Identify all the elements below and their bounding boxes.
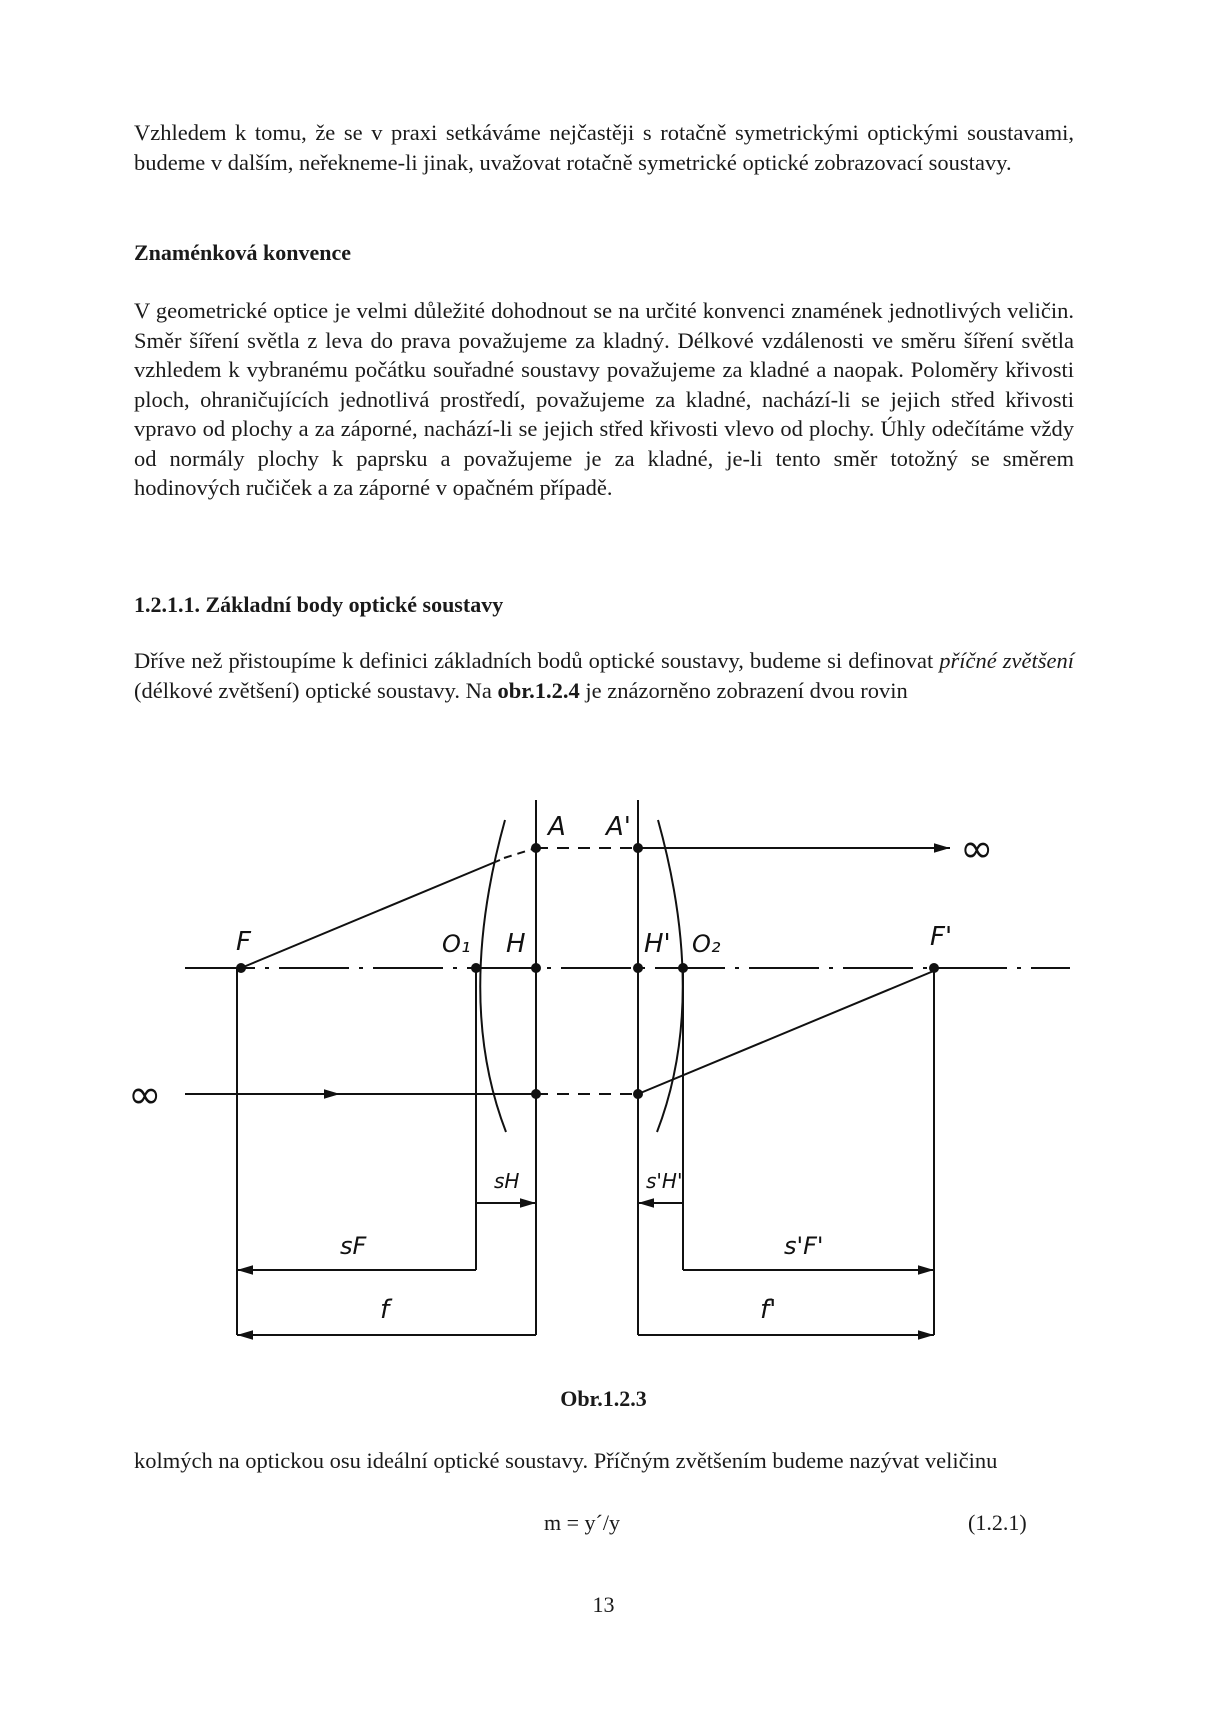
label-sh: sH xyxy=(494,1169,520,1193)
label-o1: O₁ xyxy=(442,930,471,958)
label-o2: O₂ xyxy=(692,930,721,958)
label-a: A xyxy=(548,812,566,842)
point-ray-h-prime xyxy=(633,1089,643,1099)
label-f-distance: f xyxy=(380,1295,390,1325)
label-a-prime: A' xyxy=(606,812,631,842)
intro-paragraph: Vzhledem k tomu, že se v praxi setkáváme nejčastěji s rotačně symetrickými optickými soustavami, budeme v dalším, neřekneme-li jinak, uvažovat rotačně symetrické optické zobrazovací soustavy. xyxy=(134,120,1074,175)
figure-reference: obr.1.2.4 xyxy=(497,677,580,703)
label-infinity-right: ∞ xyxy=(960,826,994,872)
magnification-text-middle: (délkové zvětšení) optické soustavy. Na xyxy=(134,677,498,703)
sign-convention-paragraph: V geometrické optice je velmi důležité dohodnout se na určité konvenci znamének jednotlivých veličin. Směr šíření světla z leva do prava považujeme za kladný. Délkové vzdálenosti ve směru šíření světla vzhledem k vybranému počátku souřadné soustavy považujeme za kladné a naopak. Poloměry křivosti ploch, ohraničujících jednotlivá prostředí, považujeme za kladné, nachází-li se jejich střed křivosti vpravo od plochy a za záporné, nachází-li se jejich střed křivosti vlevo od plochy. Úhly odečítáme vždy od normály plochy k paprsku a považujeme je za kladné, je-li tento směr totožný se směrem hodinových ručiček a za záporné v opačném případě. xyxy=(134,298,1074,500)
point-a-prime xyxy=(633,843,643,853)
label-h-prime: H' xyxy=(644,929,671,959)
label-h: H xyxy=(506,929,526,959)
point-focus xyxy=(236,963,246,973)
ray-dashed-a xyxy=(504,848,536,858)
point-principal-h xyxy=(531,963,541,973)
label-f: F xyxy=(236,927,251,957)
point-focus-prime xyxy=(929,963,939,973)
magnification-text-start: Dříve než přistoupíme k definici základních bodů optické soustavy, budeme si definovat xyxy=(134,648,940,673)
point-ray-h xyxy=(531,1089,541,1099)
label-infinity-left: ∞ xyxy=(128,1072,162,1118)
point-vertex-o2 xyxy=(678,963,688,973)
label-sf-prime: s'F' xyxy=(784,1232,824,1260)
point-a xyxy=(531,843,541,853)
label-f-prime-distance: f' xyxy=(760,1295,777,1325)
label-sf: sF xyxy=(340,1232,367,1260)
label-f-prime: F' xyxy=(930,922,953,952)
section-heading: 1.2.1.1. Základní body optické soustavy xyxy=(134,592,504,617)
figure-caption: Obr.1.2.3 xyxy=(560,1386,647,1411)
page-number: 13 xyxy=(592,1592,615,1617)
equation-number: (1.2.1) xyxy=(968,1510,1027,1535)
magnification-paragraph xyxy=(134,646,1074,705)
point-vertex-o1 xyxy=(471,963,481,973)
definition-paragraph: kolmých na optickou osu ideální optické soustavy. Příčným zvětšením budeme nazývat veličinu xyxy=(134,1448,998,1473)
label-sh-prime: s'H' xyxy=(646,1169,683,1193)
term-transverse-magnification: příčné zvětšení xyxy=(939,648,1074,673)
optical-system-figure xyxy=(0,760,1207,1340)
heading-sign-convention: Znaménková konvence xyxy=(134,240,351,265)
equation: m = y´/y xyxy=(544,1510,620,1535)
point-principal-h-prime xyxy=(633,963,643,973)
magnification-text-end: je znázorněno zobrazení dvou rovin xyxy=(579,677,908,703)
